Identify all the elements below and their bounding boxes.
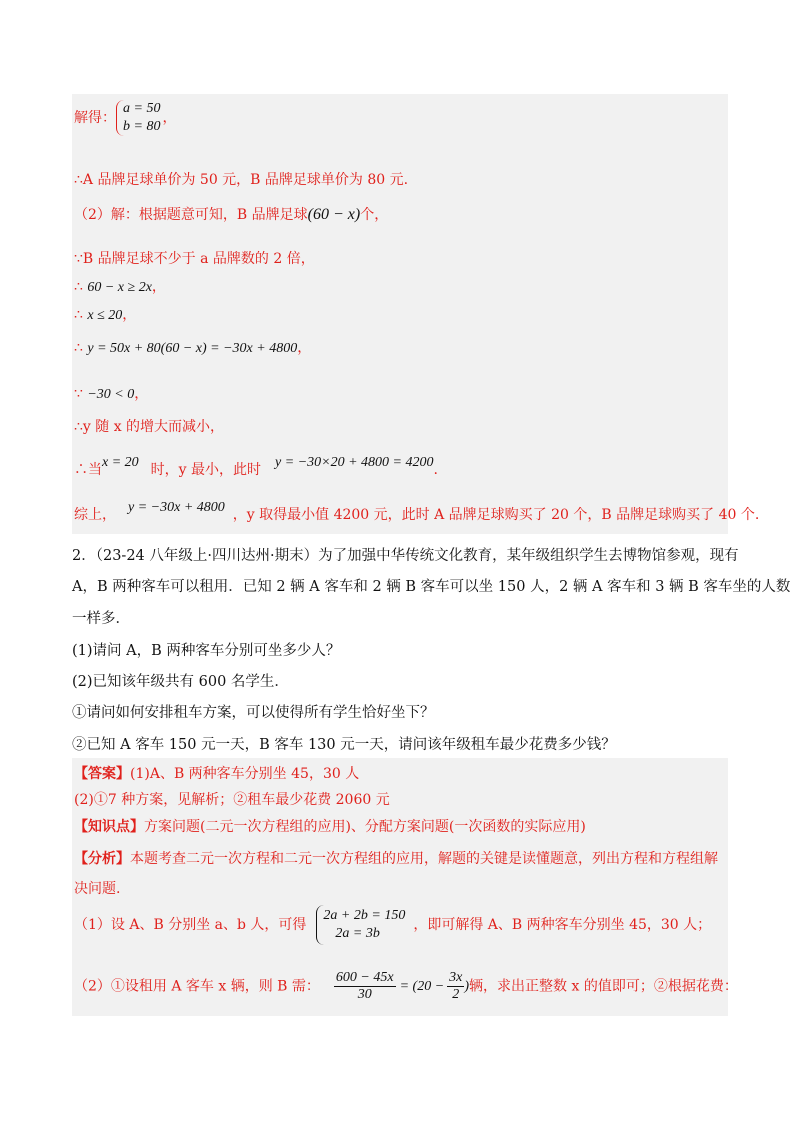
equation-system (116, 100, 160, 136)
analysis-text: 本题考查二元一次方程和二元一次方程组的应用，解题的关键是读懂题意，列出方程和方程组解 (130, 851, 718, 867)
answer-line-1 (74, 764, 359, 784)
problem-text-line-2: A，B 两种客车可以租用．已知 2 辆 A 客车和 2 辆 B 客车可以坐 150 人，2 辆 A 客车和 3 辆 B 客车坐的人数 (72, 579, 791, 595)
when-text: ∴当 (74, 462, 102, 478)
equation-b: b = 80 (123, 119, 161, 134)
question-2-sub-1: ①请问如何安排租车方案，可以使得所有学生恰好坐下？ (72, 705, 435, 721)
close-paren: ) (464, 978, 470, 994)
minimum-line (74, 452, 438, 478)
comma: ， (122, 307, 137, 323)
fraction-1 (334, 970, 396, 1003)
inequality-line (74, 277, 166, 298)
conclusion-line: ∴A 品牌足球单价为 50 元，B 品牌足球单价为 80 元. (74, 172, 409, 188)
step-1-result: ，即可解得 A、B 两种客车分别坐 45，30 人； (413, 917, 712, 933)
part2-text-end: 个， (360, 207, 389, 223)
comma: ， (134, 386, 149, 402)
equation-2: 2a = 3b (335, 926, 380, 941)
step-2-text: （2）①设租用 A 客车 x 辆，则 B 需： (74, 978, 320, 995)
result-line (74, 305, 136, 326)
problem-text-line-1: 2．（23-24 八年级上·四川达州·期末）为了加强中华传统文化教育，某年级组织学生去博物馆参观，现有 (72, 548, 739, 564)
math-x-value: x = 20 (102, 455, 139, 470)
math-inequality: −30 < 0 (87, 387, 135, 402)
math-function: y = 50x + 80(60 − x) = −30x + 4800 (87, 341, 298, 356)
summary-text: ，y 取得最小值 4200 元，此时 A 品牌足球购买了 20 个，B 品牌足球购买了 40 个. (232, 507, 760, 523)
fraction-expression (334, 970, 470, 1002)
minimum-text: 时，y 最小，此时 (150, 462, 262, 478)
solve-label: 解得： (74, 110, 116, 126)
summary-label: 综上， (74, 507, 116, 523)
therefore-sign: ∴ (74, 279, 88, 295)
answer-tag: 【答案】 (74, 766, 130, 782)
question-2: (2)已知该年级共有 600 名学生． (72, 674, 289, 690)
analysis-line-1 (74, 849, 718, 869)
math-expr: (60 − x) (307, 206, 361, 223)
period: . (433, 462, 438, 478)
math-y-value: y = −30×20 + 4800 = 4200 (275, 455, 434, 470)
answer-text: (1)A、B 两种客车分别坐 45，30 人 (130, 766, 360, 782)
math-function: y = −30x + 4800 (128, 500, 225, 515)
answer-line-2: (2)①7 种方案，见解析；②租车最少花费 2060 元 (74, 792, 390, 808)
condition-line: ∵B 品牌足球不少于 a 品牌数的 2 倍， (74, 251, 315, 267)
equation-a: a = 50 (123, 101, 161, 116)
step-2-line (74, 970, 738, 1003)
slope-line (74, 384, 148, 405)
equation-1: 2a + 2b = 150 (323, 908, 406, 923)
fraction-denominator: 30 (357, 987, 372, 1002)
because-sign: ∵ (74, 386, 88, 402)
equals-expr: = (20 − (399, 978, 445, 994)
math-inequality: x ≤ 20 (87, 308, 123, 323)
function-line (74, 338, 311, 359)
analysis-line-2: 决问题. (74, 881, 121, 897)
solve-line (74, 100, 176, 136)
question-2-sub-2: ②已知 A 客车 150 元一天，B 客车 130 元一天，请问该年级租车最少花费多少钱？ (72, 737, 616, 753)
decreasing-line: ∴y 随 x 的增大而减小， (74, 419, 225, 435)
step-1-line (74, 905, 711, 945)
fraction-numerator: 600 − 45x (335, 970, 394, 985)
knowledge-text: 方案问题(二元一次方程组的应用)、分配方案问题(一次函数的实际应用) (144, 819, 586, 835)
therefore-sign: ∴ (74, 307, 88, 323)
therefore-sign: ∴ (74, 340, 88, 356)
comma: ， (297, 340, 312, 356)
step-2-end: 辆，求出正整数 x 的值即可；②根据花费： (469, 978, 738, 995)
step-1-text: （1）设 A、B 分别坐 a、b 人，可得 (74, 917, 307, 933)
part2-line (74, 205, 388, 225)
problem-text-line-3: 一样多． (72, 611, 130, 627)
knowledge-tag: 【知识点】 (74, 819, 144, 835)
fraction-denominator: 2 (452, 987, 460, 1002)
fraction-2 (447, 970, 464, 1003)
comma: ， (162, 110, 177, 126)
equation-system (316, 905, 405, 945)
comma: ， (151, 279, 166, 295)
question-1: (1)请问 A，B 两种客车分别可坐多少人？ (72, 643, 341, 659)
summary-line (74, 497, 760, 523)
analysis-tag: 【分析】 (74, 851, 130, 867)
math-inequality: 60 − x ≥ 2x (87, 280, 152, 295)
part2-text: （2）解：根据题意可知，B 品牌足球 (74, 207, 308, 223)
fraction-numerator: 3x (449, 970, 463, 985)
knowledge-line (74, 817, 586, 837)
